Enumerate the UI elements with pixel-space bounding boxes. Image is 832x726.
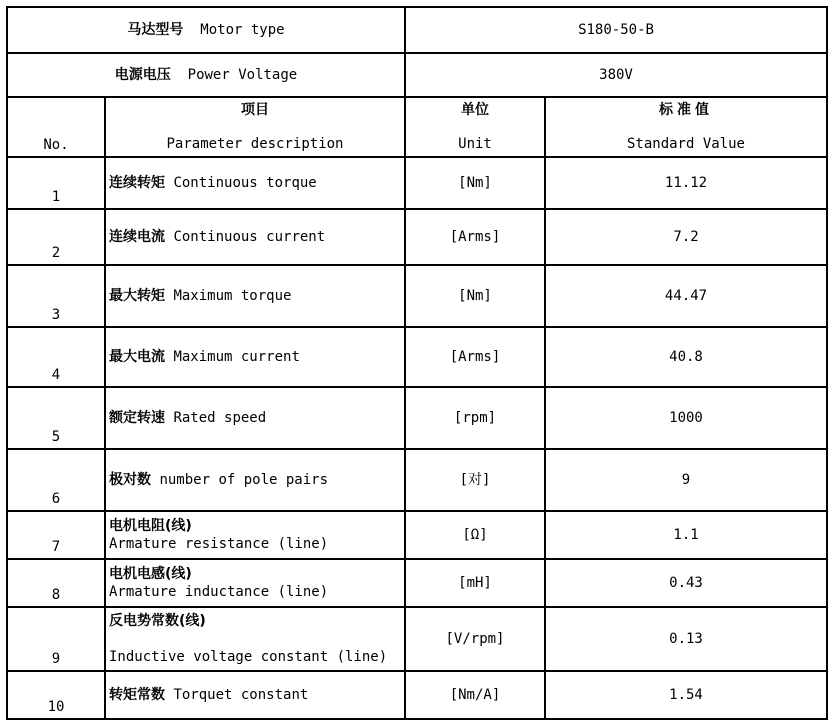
- table-row: [7, 449, 827, 511]
- row-number: 4: [7, 327, 105, 387]
- row-number: 10: [7, 671, 105, 719]
- table-row: [7, 209, 827, 265]
- power-voltage-value: 380V: [405, 53, 827, 97]
- table-row: [7, 559, 827, 607]
- table-row: [7, 327, 827, 387]
- col-header-value-zh: 标准值: [659, 102, 713, 118]
- parameter-name-zh: 极对数: [109, 472, 151, 488]
- parameter-name-en: Maximum current: [173, 349, 300, 365]
- col-header-item-zh: 项目: [241, 102, 269, 118]
- parameter-name-zh: 连续转矩: [109, 175, 165, 191]
- table-row: [7, 671, 827, 719]
- parameter-name-en: Armature inductance (line): [109, 584, 329, 600]
- parameter-name-zh: 额定转速: [109, 410, 165, 426]
- parameter-description: [105, 607, 405, 671]
- parameter-name-en: Continuous current: [173, 229, 326, 245]
- parameter-value: 40.8: [545, 327, 827, 387]
- parameter-name-zh: 最大电流: [109, 349, 165, 365]
- parameter-value: 11.12: [545, 157, 827, 209]
- parameter-description: [105, 387, 405, 449]
- row-number: 3: [7, 265, 105, 327]
- table-row: [7, 387, 827, 449]
- parameter-value: 1.54: [545, 671, 827, 719]
- motor-type-label: [7, 7, 405, 53]
- row-number: 8: [7, 559, 105, 607]
- row-number: 6: [7, 449, 105, 511]
- table-row: [7, 607, 827, 671]
- parameter-value: 9: [545, 449, 827, 511]
- spec-table: [6, 6, 828, 720]
- col-header-unit: [405, 97, 545, 157]
- col-header-value-en: Standard Value: [626, 136, 745, 152]
- parameter-name-zh: 反电势常数(线): [109, 613, 206, 629]
- parameter-value: 44.47: [545, 265, 827, 327]
- row-number: 1: [7, 157, 105, 209]
- parameter-unit: [Nm]: [405, 265, 545, 327]
- parameter-unit: [Arms]: [405, 209, 545, 265]
- row-number: 5: [7, 387, 105, 449]
- parameter-value: 0.13: [545, 607, 827, 671]
- col-header-value: [545, 97, 827, 157]
- power-voltage-row: [7, 53, 827, 97]
- parameter-value: 0.43: [545, 559, 827, 607]
- power-voltage-label-zh: 电源电压: [114, 67, 171, 83]
- parameter-unit: [Arms]: [405, 327, 545, 387]
- col-header-item: [105, 97, 405, 157]
- parameter-unit: [Nm/A]: [405, 671, 545, 719]
- parameter-description: [105, 157, 405, 209]
- parameter-name-en: Torquet constant: [173, 687, 309, 703]
- motor-spec-sheet: [6, 6, 828, 720]
- power-voltage-label-en: Power Voltage: [187, 67, 298, 83]
- parameter-name-zh: 电机电阻(线): [109, 518, 192, 534]
- parameter-name-en: Maximum torque: [173, 288, 292, 304]
- table-row: [7, 157, 827, 209]
- col-header-no: No.: [7, 97, 105, 157]
- parameter-unit: [Ω]: [405, 511, 545, 559]
- parameter-description: [105, 559, 405, 607]
- parameter-unit: [V/rpm]: [405, 607, 545, 671]
- parameter-name-zh: 最大转矩: [109, 288, 165, 304]
- parameter-name-en: Continuous torque: [173, 175, 317, 191]
- row-number: 9: [7, 607, 105, 671]
- parameter-description: [105, 327, 405, 387]
- column-header-row: [7, 97, 827, 157]
- parameter-value: 1.1: [545, 511, 827, 559]
- parameter-name-en: Rated speed: [173, 410, 267, 426]
- parameter-unit: [rpm]: [405, 387, 545, 449]
- parameter-value: 7.2: [545, 209, 827, 265]
- col-header-unit-en: Unit: [458, 136, 492, 152]
- parameter-description: [105, 449, 405, 511]
- motor-type-label-en: Motor type: [200, 22, 285, 38]
- parameter-unit: [Nm]: [405, 157, 545, 209]
- parameter-unit: [mH]: [405, 559, 545, 607]
- parameter-unit: [对]: [405, 449, 545, 511]
- table-row: [7, 265, 827, 327]
- parameter-name-en: Inductive voltage constant (line): [109, 649, 388, 665]
- parameter-name-zh: 电机电感(线): [109, 566, 192, 582]
- col-header-unit-zh: 单位: [461, 102, 489, 118]
- parameter-name-en: Armature resistance (line): [109, 536, 329, 552]
- motor-type-label-zh: 马达型号: [127, 22, 184, 38]
- parameter-description: [105, 265, 405, 327]
- parameter-description: [105, 209, 405, 265]
- power-voltage-label: [7, 53, 405, 97]
- parameter-name-zh: 转矩常数: [109, 687, 165, 703]
- parameter-description: [105, 671, 405, 719]
- parameter-name-zh: 连续电流: [109, 229, 165, 245]
- motor-type-value: S180-50-B: [405, 7, 827, 53]
- parameter-description: [105, 511, 405, 559]
- parameter-value: 1000: [545, 387, 827, 449]
- table-row: [7, 511, 827, 559]
- motor-type-row: [7, 7, 827, 53]
- parameter-name-en: number of pole pairs: [159, 472, 329, 488]
- row-number: 7: [7, 511, 105, 559]
- col-header-item-en: Parameter description: [166, 136, 344, 152]
- row-number: 2: [7, 209, 105, 265]
